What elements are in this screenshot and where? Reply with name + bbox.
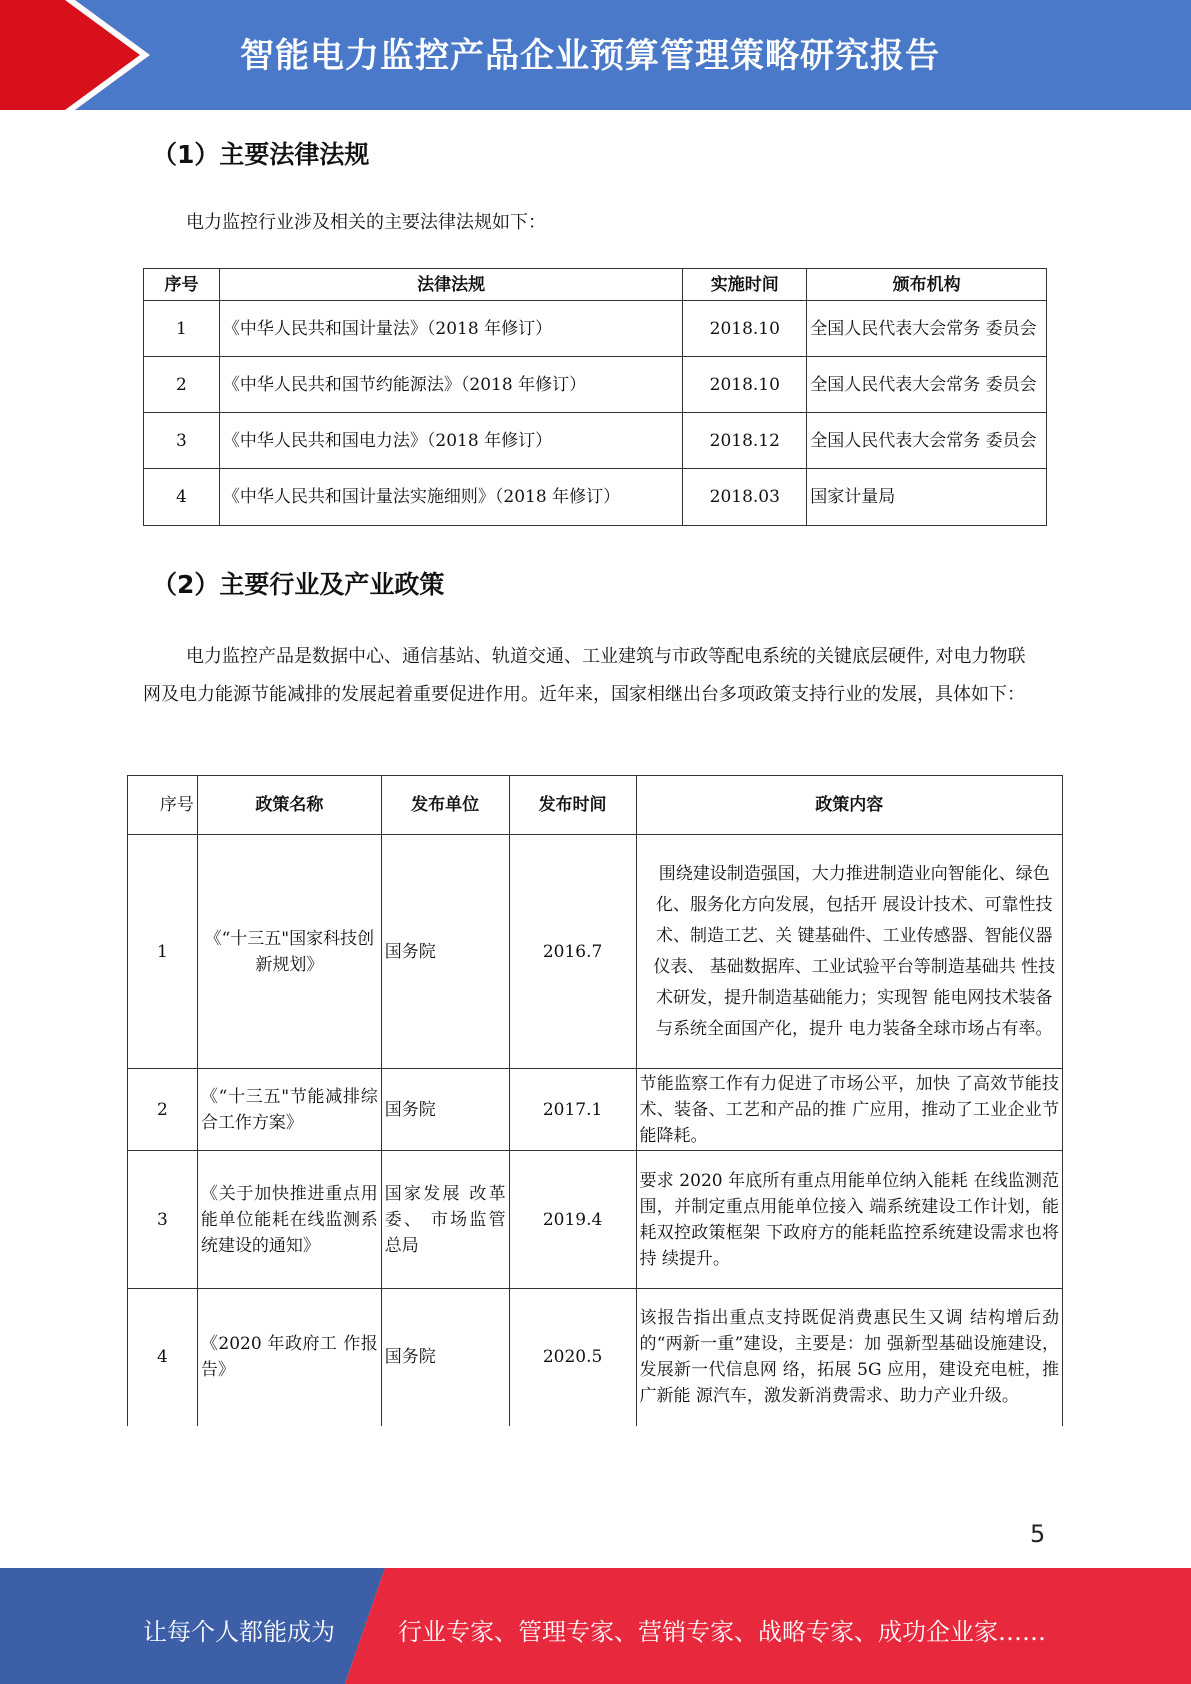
row-date: 2018.10 [683, 357, 807, 413]
row-no: 4 [128, 1289, 198, 1426]
row-unit: 国务院 [381, 835, 509, 1069]
table-row [128, 1289, 1063, 1426]
row-no: 4 [144, 469, 220, 526]
row-content: 围绕建设制造强国，大力推进制造业向智能化、绿色化、服务化方向发展，包括开 展设计技术、可靠性技术、制造工艺、关 键基础件、工业传感器、智能仪器仪表、 基础数据库、工业试验平台等制造基础共 性技术研发，提升制造基础能力；实现智 能电网技术装备与系统全面国产化，提升 电力装备全球市场占有率。 [636, 835, 1062, 1069]
section-intro-laws: 电力监控行业涉及相关的主要法律法规如下： [186, 212, 546, 233]
row-unit: 国务院 [381, 1069, 509, 1151]
page-number: 5 [1030, 1520, 1046, 1548]
policies-table-header [128, 776, 1063, 835]
table-row [128, 835, 1063, 1069]
row-law: 《中华人民共和国节约能源法》（2018 年修订） [219, 357, 682, 413]
footer-slogan-right: 行业专家、管理专家、营销专家、战略专家、成功企业家…… [398, 1618, 1046, 1646]
col-header-no: 序号 [128, 776, 198, 835]
row-law: 《中华人民共和国计量法》（2018 年修订） [219, 301, 682, 357]
col-header-content: 政策内容 [636, 776, 1062, 835]
col-header-date: 发布时间 [509, 776, 636, 835]
row-name: 《关于加快推进重点用能单位能耗在线监测系统建设的通知》 [197, 1151, 381, 1289]
table-row [128, 1151, 1063, 1289]
row-date: 2018.03 [683, 469, 807, 526]
page-footer [0, 1568, 1191, 1684]
row-content: 要求 2020 年底所有重点用能单位纳入能耗 在线监测范围，并制定重点用能单位接入 端系统建设工作计划，能耗双控政策框架 下政府方的能耗监控系统建设需求也将持 续提升。 [636, 1151, 1062, 1289]
row-unit: 国家发展 改革委、 市场监管 总局 [381, 1151, 509, 1289]
page-header [0, 0, 1191, 110]
laws-table [143, 268, 1047, 526]
row-name: 《2020 年政府工 作报告》 [197, 1289, 381, 1426]
col-header-date: 实施时间 [683, 269, 807, 301]
row-date: 2017.1 [509, 1069, 636, 1151]
row-content: 该报告指出重点支持既促消费惠民生又调 结构增后劲的“两新一重”建设，主要是：加 强新型基础设施建设，发展新一代信息网 络，拓展 5G 应用，建设充电桩，推广新能 源汽车，激发新消费需求、助力产业升级。 [636, 1289, 1062, 1426]
section-intro-policies: 电力监控产品是数据中心、通信基站、轨道交通、工业建筑与市政等配电系统的关键底层硬件, 对电力物联网及电力能源节能减排的发展起着重要促进作用。近年来，国家相继出台多项政策支持行业的发展，具体如下： [143, 646, 1026, 705]
row-no: 2 [144, 357, 220, 413]
table-row [144, 301, 1047, 357]
row-no: 1 [128, 835, 198, 1069]
row-name: 《“十三五"国家科技创新规划》 [197, 835, 381, 1069]
col-header-org: 颁布机构 [807, 269, 1047, 301]
row-org: 国家计量局 [807, 469, 1047, 526]
laws-table-header [144, 269, 1047, 301]
row-org: 全国人民代表大会常务 委员会 [807, 301, 1047, 357]
table-row [144, 413, 1047, 469]
row-no: 3 [128, 1151, 198, 1289]
section-heading-laws: （1）主要法律法规 [152, 140, 370, 169]
col-header-law: 法律法规 [219, 269, 682, 301]
row-name: 《“十三五"节能减排综合工作方案》 [197, 1069, 381, 1151]
row-no: 2 [128, 1069, 198, 1151]
row-law: 《中华人民共和国电力法》（2018 年修订） [219, 413, 682, 469]
row-no: 3 [144, 413, 220, 469]
row-date: 2019.4 [509, 1151, 636, 1289]
table-row [144, 469, 1047, 526]
table-row [144, 357, 1047, 413]
col-header-no: 序号 [144, 269, 220, 301]
row-date: 2018.12 [683, 413, 807, 469]
footer-slogan-left: 让每个人都能成为 [143, 1618, 335, 1646]
row-date: 2018.10 [683, 301, 807, 357]
row-content: 节能监察工作有力促进了市场公平，加快 了高效节能技术、装备、工艺和产品的推 广应用，推动了工业企业节能降耗。 [636, 1069, 1062, 1151]
section-heading-policies: （2）主要行业及产业政策 [152, 570, 445, 599]
row-date: 2020.5 [509, 1289, 636, 1426]
col-header-name: 政策名称 [197, 776, 381, 835]
col-header-unit: 发布单位 [381, 776, 509, 835]
row-org: 全国人民代表大会常务 委员会 [807, 357, 1047, 413]
row-org: 全国人民代表大会常务 委员会 [807, 413, 1047, 469]
table-row [128, 1069, 1063, 1151]
row-no: 1 [144, 301, 220, 357]
header-title: 智能电力监控产品企业预算管理策略研究报告 [240, 36, 940, 76]
row-law: 《中华人民共和国计量法实施细则》（2018 年修订） [219, 469, 682, 526]
row-unit: 国务院 [381, 1289, 509, 1426]
row-date: 2016.7 [509, 835, 636, 1069]
policies-table [127, 775, 1063, 1426]
